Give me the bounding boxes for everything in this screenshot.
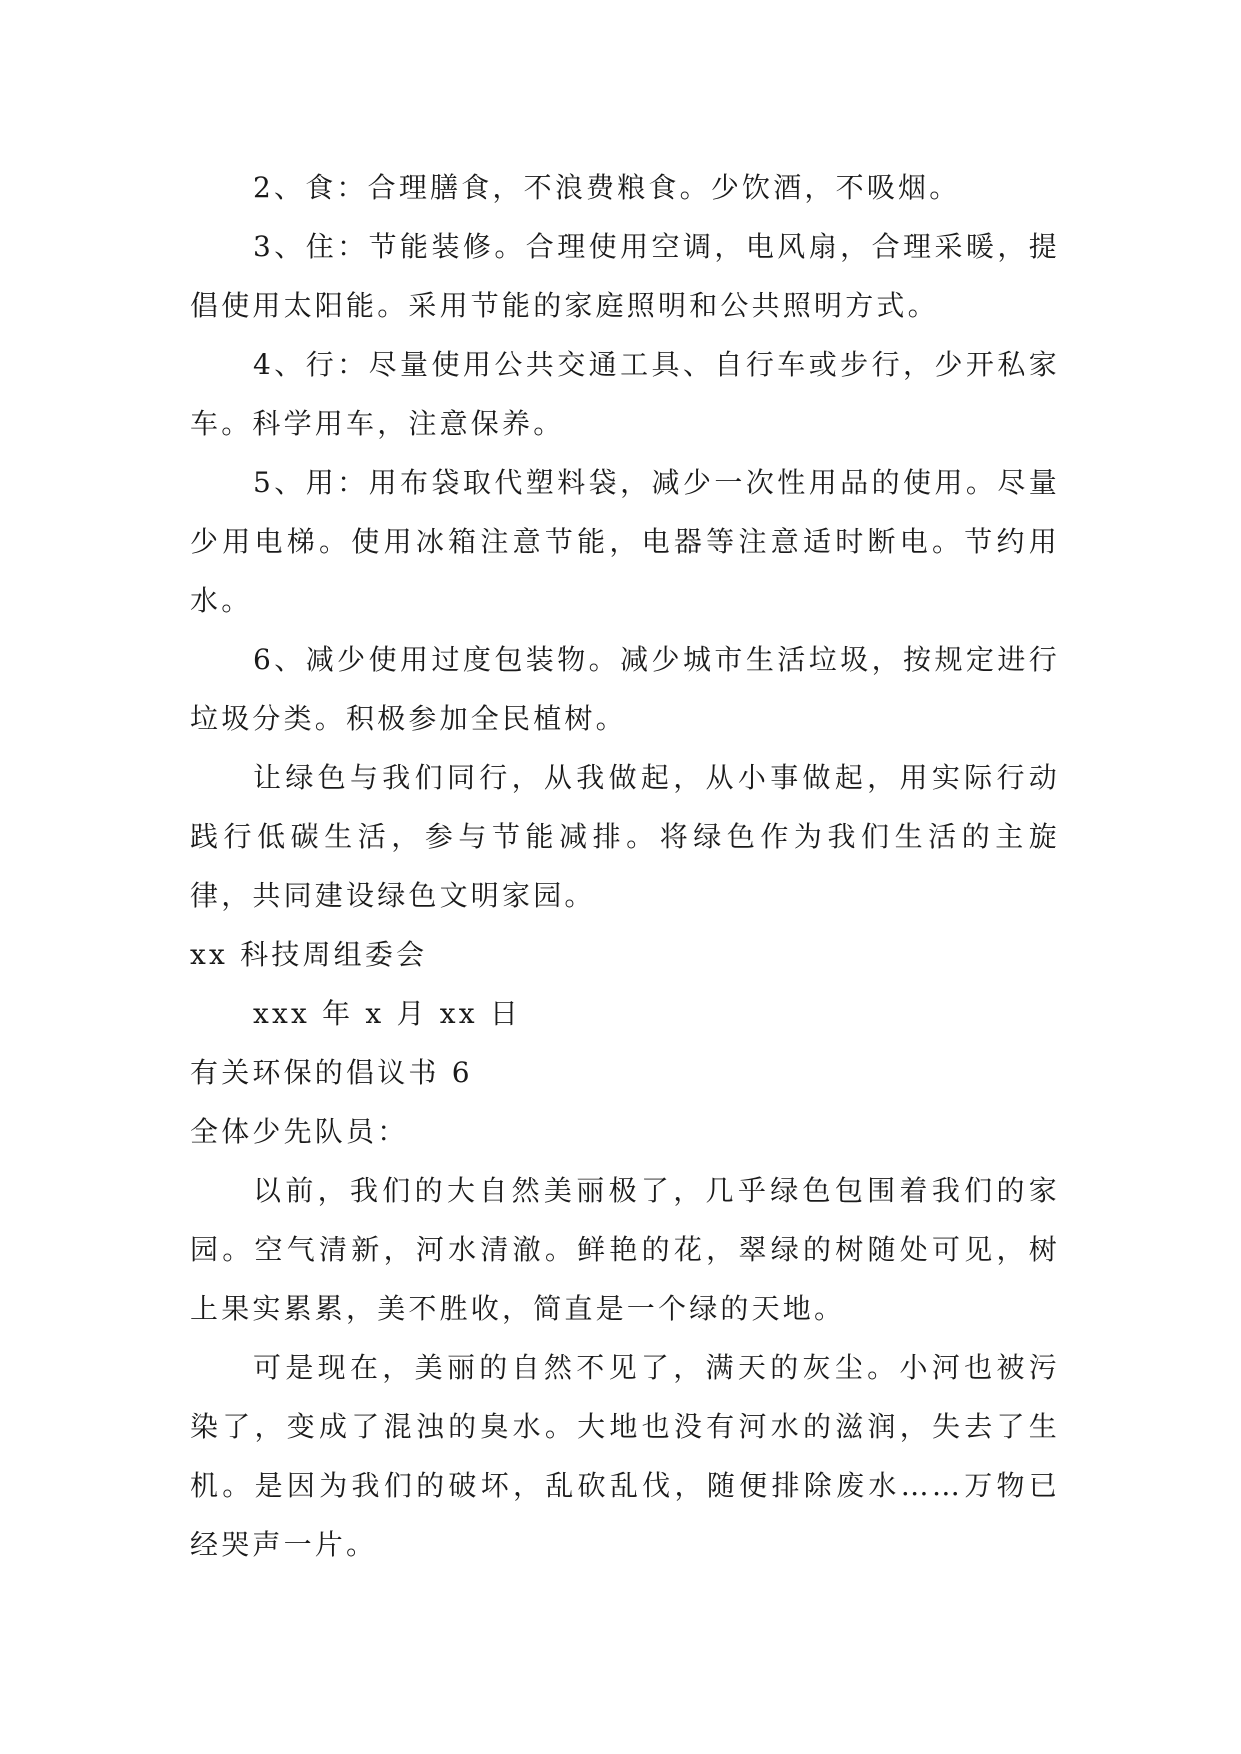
salutation: 全体少先队员： bbox=[190, 1115, 409, 1148]
paragraph-use: 5、用：用布袋取代塑料袋，减少一次性用品的使用。尽量少用电梯。使用冰箱注意节能，电器等注意适时断电。节约用水。 bbox=[190, 466, 1060, 617]
paragraph-travel: 4、行：尽量使用公共交通工具、自行车或步行，少开私家车。科学用车，注意保养。 bbox=[190, 348, 1060, 440]
paragraph-closing: 让绿色与我们同行，从我做起，从小事做起，用实际行动践行低碳生活，参与节能减排。将绿色作为我们生活的主旋律，共同建设绿色文明家园。 bbox=[190, 761, 1060, 912]
paragraph-present: 可是现在，美丽的自然不见了，满天的灰尘。小河也被污染了，变成了混浊的臭水。大地也没有河水的滋润，失去了生机。是因为我们的破坏，乱砍乱伐，随便排除废水……万物已经哭声一片。 bbox=[190, 1351, 1060, 1561]
paragraph-past: 以前，我们的大自然美丽极了，几乎绿色包围着我们的家园。空气清新，河水清澈。鲜艳的花，翠绿的树随处可见，树上果实累累，美不胜收，简直是一个绿的天地。 bbox=[190, 1174, 1060, 1325]
paragraph-food: 2、食：合理膳食，不浪费粮食。少饮酒，不吸烟。 bbox=[253, 171, 961, 204]
paragraph-packaging: 6、减少使用过度包装物。减少城市生活垃圾，按规定进行垃圾分类。积极参加全民植树。 bbox=[190, 643, 1060, 735]
section-title: 有关环保的倡议书 6 bbox=[190, 1056, 473, 1089]
date-line: xxx 年 x 月 xx 日 bbox=[253, 997, 522, 1030]
signature: xx 科技周组委会 bbox=[190, 938, 428, 971]
document-body bbox=[190, 158, 1060, 1574]
paragraph-housing: 3、住：节能装修。合理使用空调，电风扇，合理采暖，提倡使用太阳能。采用节能的家庭照明和公共照明方式。 bbox=[190, 230, 1060, 322]
